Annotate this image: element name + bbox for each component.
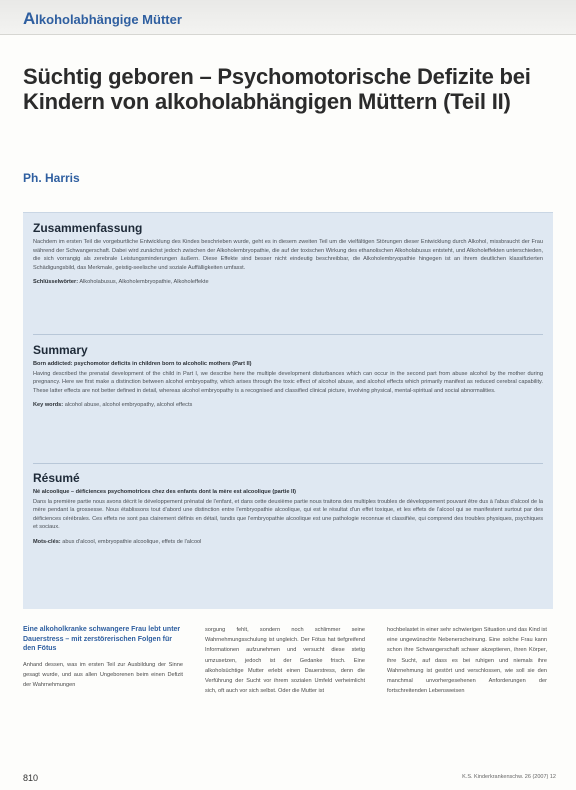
body-column-left <box>23 625 183 690</box>
body-column-right <box>387 625 547 696</box>
resume-section <box>33 471 543 553</box>
article-title: Süchtig geboren – Psychomotorische Defizite bei Kindern von alkoholabhängigen Müttern (Teil II) <box>23 64 531 114</box>
journal-citation: K.S. Kinderkrankenschw. 26 (2007) 12 <box>462 774 556 780</box>
body-column-middle <box>205 625 365 696</box>
running-header <box>0 0 576 35</box>
resume-keywords: Mots-clés: abus d'alcool, embryopathie alcoolique, effets de l'alcool <box>33 538 202 545</box>
zusammenfassung-keywords: Schlüsselwörter: Alkoholabusus, Alkoholembryopathie, Alkoholeffekte <box>33 279 209 286</box>
summary-subtitle: Born addicted: psychomotor deficits in children born to alcoholic mothers (Part II) <box>33 361 252 367</box>
summary-keywords: Key words: alcohol abuse, alcohol embryopathy, alcohol effects <box>33 402 193 409</box>
page-footer <box>0 766 576 790</box>
resume-heading: Résumé <box>33 471 80 485</box>
summary-text: Having described the prenatal development of the child in Part I, we describe here the multiple development disturbances which can occur in the second part from abuse alcohol by the mother during pregnancy. Here we first make a distinction between alcohol embryopathy, which arises through the toxic effect of alcohol abuse, and alcohol effects which primarily manifest as reduced cerebral capability. These latter effects are not better defined in detail, whereas alcohol embryopathy is a recognised and classified clinical picture, involving physical, mental-spiritual and social abnormalities. <box>33 370 543 394</box>
article-author: Ph. Harris <box>23 171 80 185</box>
abstract-box <box>23 212 553 609</box>
running-header-title: Alkoholabhängige Mütter <box>23 9 182 28</box>
zusammenfassung-section <box>33 221 543 293</box>
body-text: Anhand dessen, was im ersten Teil zur Ausbildung der Sinne gesagt wurde, und aus allen Ungeborenen beim einen Defizit der Wahrnehmungen <box>23 661 183 688</box>
section-heading: Eine alkoholkranke schwangere Frau lebt unter Dauerstress – mit zerstörerischen Folgen für den Fötus <box>23 626 181 652</box>
divider <box>33 334 543 335</box>
summary-section <box>33 343 543 416</box>
divider <box>33 463 543 464</box>
zusammenfassung-heading: Zusammenfassung <box>33 221 143 235</box>
body-text: hochbelastet in einer sehr schwierigen Situation und das Kind ist eine ungewünschte Nebenerscheinung. Eine solche Frau kann schon ihre Schwangerschaft schwer akzeptieren, ihren Körper, ihre Sucht, auf dass es bei ruhigen und niemals ihre Wahrnehmung ist gestört und verschlossen, wie soll sie den manchmal unvorhergesehenen Anforderungen der fortschreitenden Lebensweisen <box>387 627 547 695</box>
zusammenfassung-text: Nachdem im ersten Teil die vorgeburtliche Entwicklung des Kindes beschrieben wurde, geht es in diesem zweiten Teil um die vielfältigen Störungen dieser Entwicklung durch Alkohol, missbraucht der Frau während der Schwangerschaft. Dabei wird zunächst jedoch zwischen der Alkoholembryopathie, die auf der toxischen Wirkung des ethanolischen Alkoholabusus entsteht, und Alkoholeffekten unterschieden, die sich vorrangig als zerebrale Leistungsminderungen äußern. Diese Effekte sind besser nicht eindeutig beschreibbar, die Alkoholembryopathie hingegen ist an ihrem deutlichen klassifizierten Schädigungsbild, das Merkmale, geistig-seelische und soziale Auffälligkeiten umfasst. <box>33 239 543 271</box>
resume-text: Dans la première partie nous avons décrit le développement prénatal de l'enfant, et dans cette deuxième partie nous traitons des multiples troubles de développement pouvant être dus à l'abus d'alcool de la mère pendant la grossesse. Nous établissons tout d'abord une distinction entre l'embryopathie alcoolique, qui est le résultat d'un effet toxique, et les effets de l'alcool qui se manifestent surtout par des déficiences cérébrales. Ces effets ne sont pas clairement définis en détail, tandis que l'embryopathie alcoolique est une pathologie reconnue et classifiée, qui comprend des troubles physiques, psychiques et sociaux. <box>33 498 543 531</box>
page-number: 810 <box>23 773 39 783</box>
summary-heading: Summary <box>33 343 88 357</box>
body-text: sorgung fehlt, sondern noch schlimmer seine Wahrnehmungsschulung ist ungleich. Der Fötus hat tiefgreifend Informationen aufzunehmen und versucht diese stetig umzusetzen, jedoch ist der Gedanke frisch. Eine alkoholsüchtige Mutter erlebt einen Dauerstress, denn die Verführung der Sucht vor ihrem sozialen Umfeld verheimlicht sich, oft auch vor sich selbst. Oder die Mutter ist <box>205 627 365 695</box>
resume-subtitle: Né alcoolique – déficiences psychomotrices chez des enfants dont la mère est alcoolique (partie II) <box>33 489 296 495</box>
